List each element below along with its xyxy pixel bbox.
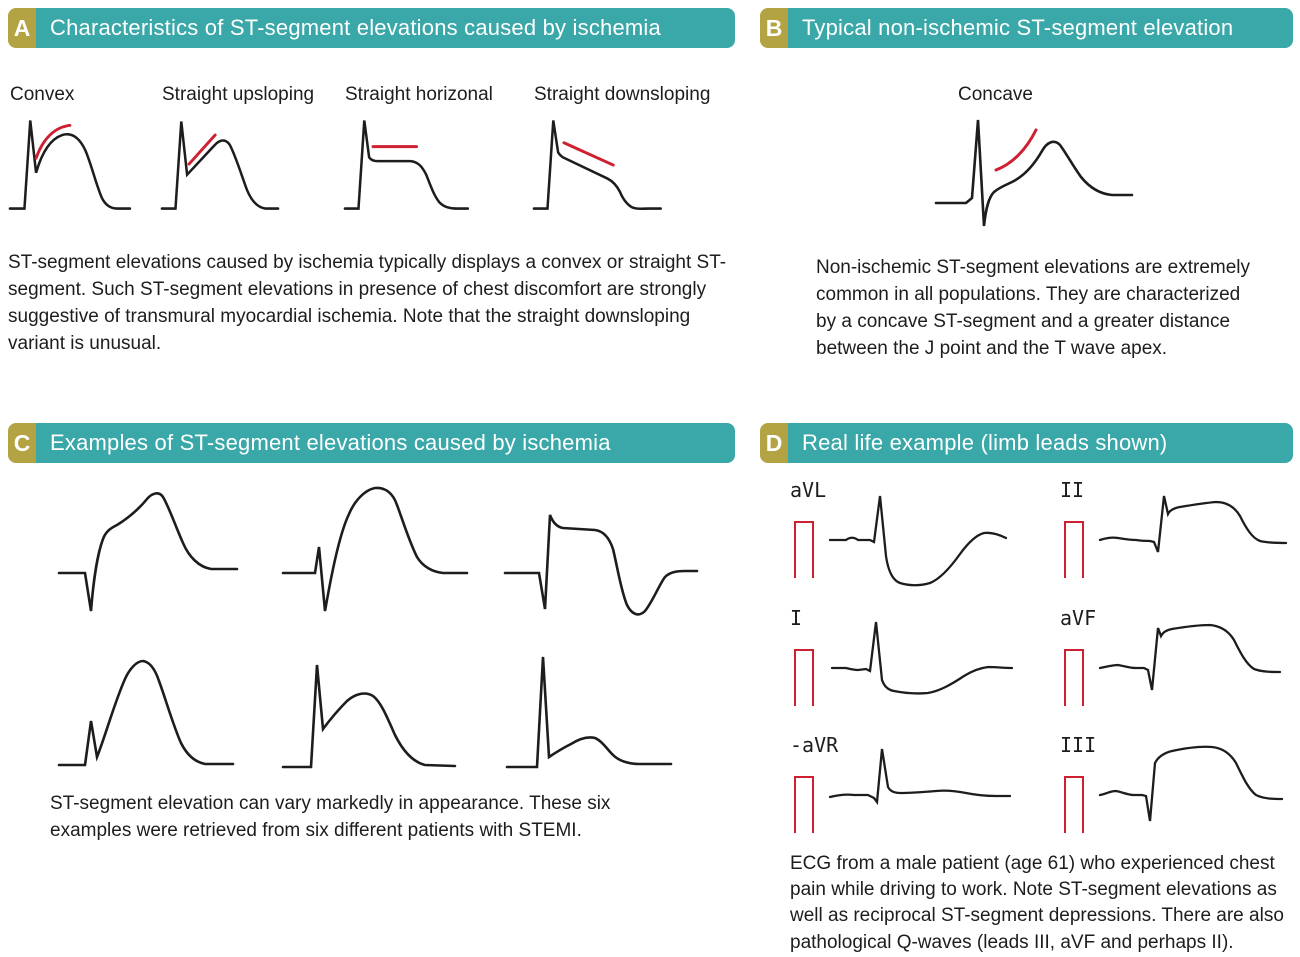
ecg-trace — [832, 622, 1012, 693]
ecg-drawing — [343, 113, 493, 218]
ecg-example-1 — [46, 473, 256, 633]
ecg-drawing — [1096, 488, 1296, 598]
lead-i — [790, 606, 1030, 731]
panel-a-header — [8, 8, 735, 48]
waveform-label-concave: Concave — [958, 84, 1033, 105]
waveform-convex — [8, 84, 160, 218]
lead-neg-avr — [790, 733, 1030, 858]
panel-a-caption: ST-segment elevations caused by ischemia typically displays a convex or straight ST-segment. Such ST-segment elevations in presence of chest discomfort are strongly suggestive of transmural myocardial ischemia. Note that the straight downsloping variant is unusual. — [8, 252, 727, 354]
panel-c-example-grid — [46, 473, 718, 805]
panel-d-header — [760, 423, 1293, 463]
ecg-example-4 — [46, 645, 256, 805]
ecg-example-2 — [270, 473, 480, 633]
waveform-label: Convex — [10, 84, 75, 105]
ecg-trace — [1100, 625, 1280, 690]
calibration-pulse-icon — [792, 646, 818, 710]
ecg-drawing — [160, 113, 310, 218]
lead-label: -aVR — [790, 733, 839, 757]
ecg-example-5 — [270, 645, 480, 805]
panel-a-title: Characteristics of ST-segment elevations caused by ischemia — [36, 8, 735, 48]
panel-d-caption: ECG from a male patient (age 61) who experienced chest pain while driving to work. Note ST-segment elevations as well as reciprocal ST-segment depressions. There are also pathological Q-waves (leads III, aVF and perhaps II). — [790, 853, 1284, 953]
lead-label: aVL — [790, 478, 827, 502]
ecg-trace — [345, 121, 468, 209]
ecg-trace — [162, 121, 278, 208]
panel-c-header — [8, 423, 735, 463]
panel-b-header — [760, 8, 1293, 48]
ecg-example-6 — [494, 645, 704, 805]
lead-label: aVF — [1060, 606, 1097, 630]
waveform-straight-downsloping — [532, 84, 728, 218]
ecg-drawing — [826, 616, 1026, 726]
ecg-trace — [505, 515, 697, 614]
ecg-example-3 — [494, 473, 704, 633]
panel-c-title: Examples of ST-segment elevations caused by ischemia — [36, 423, 735, 463]
lead-avf — [1060, 606, 1300, 731]
ecg-drawing — [8, 113, 158, 218]
waveform-label: Straight horizonal — [345, 84, 493, 105]
panel-b — [760, 8, 1293, 408]
st-annotation-line — [996, 130, 1036, 170]
ecg-trace — [59, 493, 237, 611]
ecg-drawing — [532, 113, 682, 218]
panel-c-badge: C — [8, 423, 36, 463]
panel-c-caption: ST-segment elevation can vary markedly in appearance. These six examples were retrieved from six different patients with STEMI. — [50, 793, 611, 841]
ecg-drawing — [826, 743, 1026, 853]
ecg-trace — [59, 661, 233, 765]
lead-label: II — [1060, 478, 1085, 502]
panel-d-title: Real life example (limb leads shown) — [788, 423, 1293, 463]
lead-ii — [1060, 478, 1300, 603]
lead-iii — [1060, 733, 1300, 858]
calibration-pulse-icon — [792, 518, 818, 582]
ecg-trace — [1100, 747, 1282, 821]
ecg-drawing-concave — [932, 108, 1162, 243]
panel-a-waveform-row — [8, 84, 728, 218]
lead-label: III — [1060, 733, 1097, 757]
panel-b-title: Typical non-ischemic ST-segment elevation — [788, 8, 1293, 48]
waveform-label: Straight downsloping — [534, 84, 711, 105]
calibration-pulse — [1065, 777, 1083, 833]
ecg-drawing — [826, 488, 1026, 598]
panel-d — [760, 423, 1293, 957]
ecg-trace — [830, 496, 1006, 585]
calibration-pulse-icon — [1062, 518, 1088, 582]
calibration-pulse — [795, 522, 813, 578]
panel-a-badge: A — [8, 8, 36, 48]
calibration-pulse — [1065, 650, 1083, 706]
ecg-trace — [534, 121, 661, 209]
waveform-label: Straight upsloping — [162, 84, 315, 105]
calibration-pulse-icon — [792, 773, 818, 837]
calibration-pulse — [795, 650, 813, 706]
calibration-pulse-icon — [1062, 773, 1088, 837]
panel-a — [8, 8, 735, 408]
ecg-trace — [283, 488, 467, 611]
ecg-trace — [507, 657, 671, 767]
ecg-drawing — [1096, 616, 1296, 726]
calibration-pulse — [1065, 522, 1083, 578]
ecg-trace — [830, 749, 1010, 802]
waveform-straight-upsloping — [160, 84, 343, 218]
calibration-pulse-icon — [1062, 646, 1088, 710]
lead-avl — [790, 478, 1030, 603]
panel-c — [8, 423, 735, 957]
calibration-pulse — [795, 777, 813, 833]
ecg-trace — [1100, 496, 1286, 552]
panel-b-badge: B — [760, 8, 788, 48]
lead-label: I — [790, 606, 803, 630]
ecg-trace — [283, 665, 455, 767]
panel-b-caption: Non-ischemic ST-segment elevations are extremely common in all populations. They are characterized by a concave ST-segment and a greater distance between the J point and the T wave apex. — [816, 257, 1251, 359]
panel-d-badge: D — [760, 423, 788, 463]
ecg-drawing — [1096, 743, 1296, 853]
waveform-straight-horizontal — [343, 84, 532, 218]
ecg-trace — [10, 121, 130, 209]
